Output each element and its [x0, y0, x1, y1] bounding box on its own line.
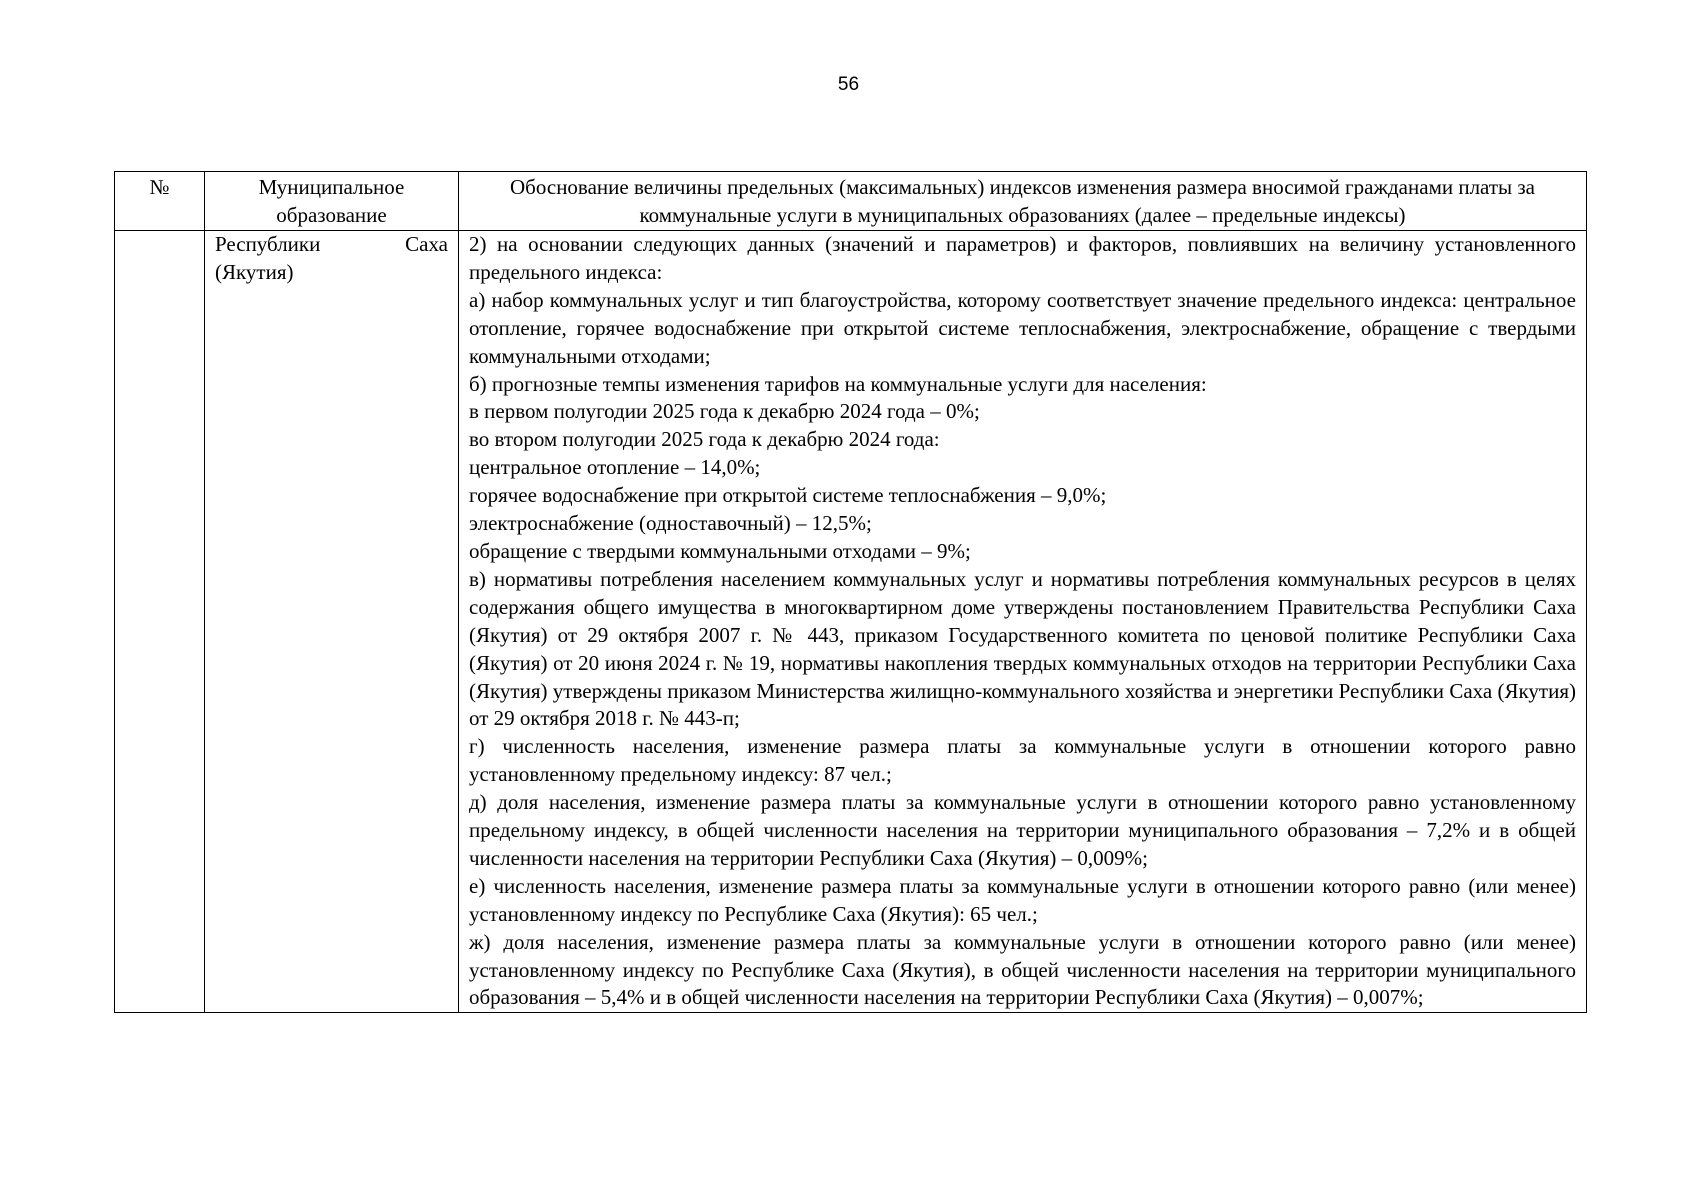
paragraph-d: д) доля населения, изменение размера платы за коммунальные услуги в отношении которого равно установленному предельному индексу, в общей численности населения на территории муниципального образования – 7,2% и в общей численности населения на территории Республики Саха (Якутия) – 0,009%; — [469, 790, 1576, 870]
paragraph-b-second-half: во втором полугодии 2025 года к декабрю 2024 года: — [469, 427, 940, 452]
municipality-line-2: (Якутия) — [215, 259, 294, 284]
paragraph-e: е) численность населения, изменение размера платы за коммунальные услуги в отношении которого равно (или менее) установленному индексу по Республике Саха (Якутия): 65 чел.; — [469, 873, 1576, 926]
header-number: № — [115, 172, 205, 231]
cell-municipality — [205, 231, 459, 1013]
page-number: 56 — [837, 74, 860, 95]
paragraph-b-waste: обращение с твердыми коммунальными отходами – 9%; — [469, 538, 971, 563]
paragraph-b-electricity: электроснабжение (одноставочный) – 12,5%; — [469, 511, 872, 536]
paragraph-b-first-half: в первом полугодии 2025 года к декабрю 2024 года – 0%; — [469, 399, 980, 424]
table-row — [115, 231, 1587, 1013]
header-municipality: Муниципальное образование — [205, 172, 459, 231]
municipality-line-1 — [215, 231, 448, 259]
header-justification: Обоснование величины предельных (максимальных) индексов изменения размера вносимой гражданами платы за коммунальные услуги в муниципальных образованиях (далее – предельные индексы) — [459, 172, 1587, 231]
paragraph-a: а) набор коммунальных услуг и тип благоустройства, которому соответствует значение предельного индекса: центральное отопление, горячее водоснабжение при открытой системе теплоснабжения, электроснабжение, обращение с твердыми коммунальными отходами; — [469, 287, 1576, 368]
paragraph-zh: ж) доля населения, изменение размера платы за коммунальные услуги в отношении которого равно (или менее) установленному индексу по Республике Саха (Якутия), в общей численности населения на территории муниципального образования – 5,4% и в общей численности населения на территории Республики Саха (Якутия) – 0,007%; — [469, 929, 1576, 1010]
paragraph-v: в) нормативы потребления населением коммунальных услуг и нормативы потребления коммунальных ресурсов в целях содержания общего имущества в многоквартирном доме утверждены постановлением Правительства Республики Саха (Якутия) от 29 октября 2007 г. № 443, приказом Государственного комитета по ценовой политике Республики Саха (Якутия) от 20 июня 2024 г. № 19, нормативы накопления твердых коммунальных отходов на территории Республики Саха (Якутия) утверждены приказом Министерства жилищно-коммунального хозяйства и энергетики Республики Саха (Якутия) от 29 октября 2018 г. № 443-п; — [469, 566, 1576, 731]
municipality-word-2: Саха — [405, 232, 448, 256]
cell-number — [115, 231, 205, 1013]
table-header-row — [115, 172, 1587, 231]
paragraph-b: б) прогнозные темпы изменения тарифов на коммунальные услуги для населения: — [469, 371, 1207, 396]
paragraph-basis: 2) на основании следующих данных (значений и параметров) и факторов, повлиявших на величину установленного предельного индекса: — [469, 232, 1576, 284]
cell-justification — [459, 231, 1587, 1013]
paragraph-b-heating: центральное отопление – 14,0%; — [469, 455, 761, 480]
municipality-word-1: Республики — [215, 232, 321, 256]
paragraph-b-hot-water: горячее водоснабжение при открытой системе теплоснабжения – 9,0%; — [469, 483, 1107, 508]
paragraph-g: г) численность населения, изменение размера платы за коммунальные услуги в отношении которого равно установленному предельному индексу: 87 чел.; — [469, 734, 1576, 787]
tariff-index-table — [114, 171, 1587, 1013]
